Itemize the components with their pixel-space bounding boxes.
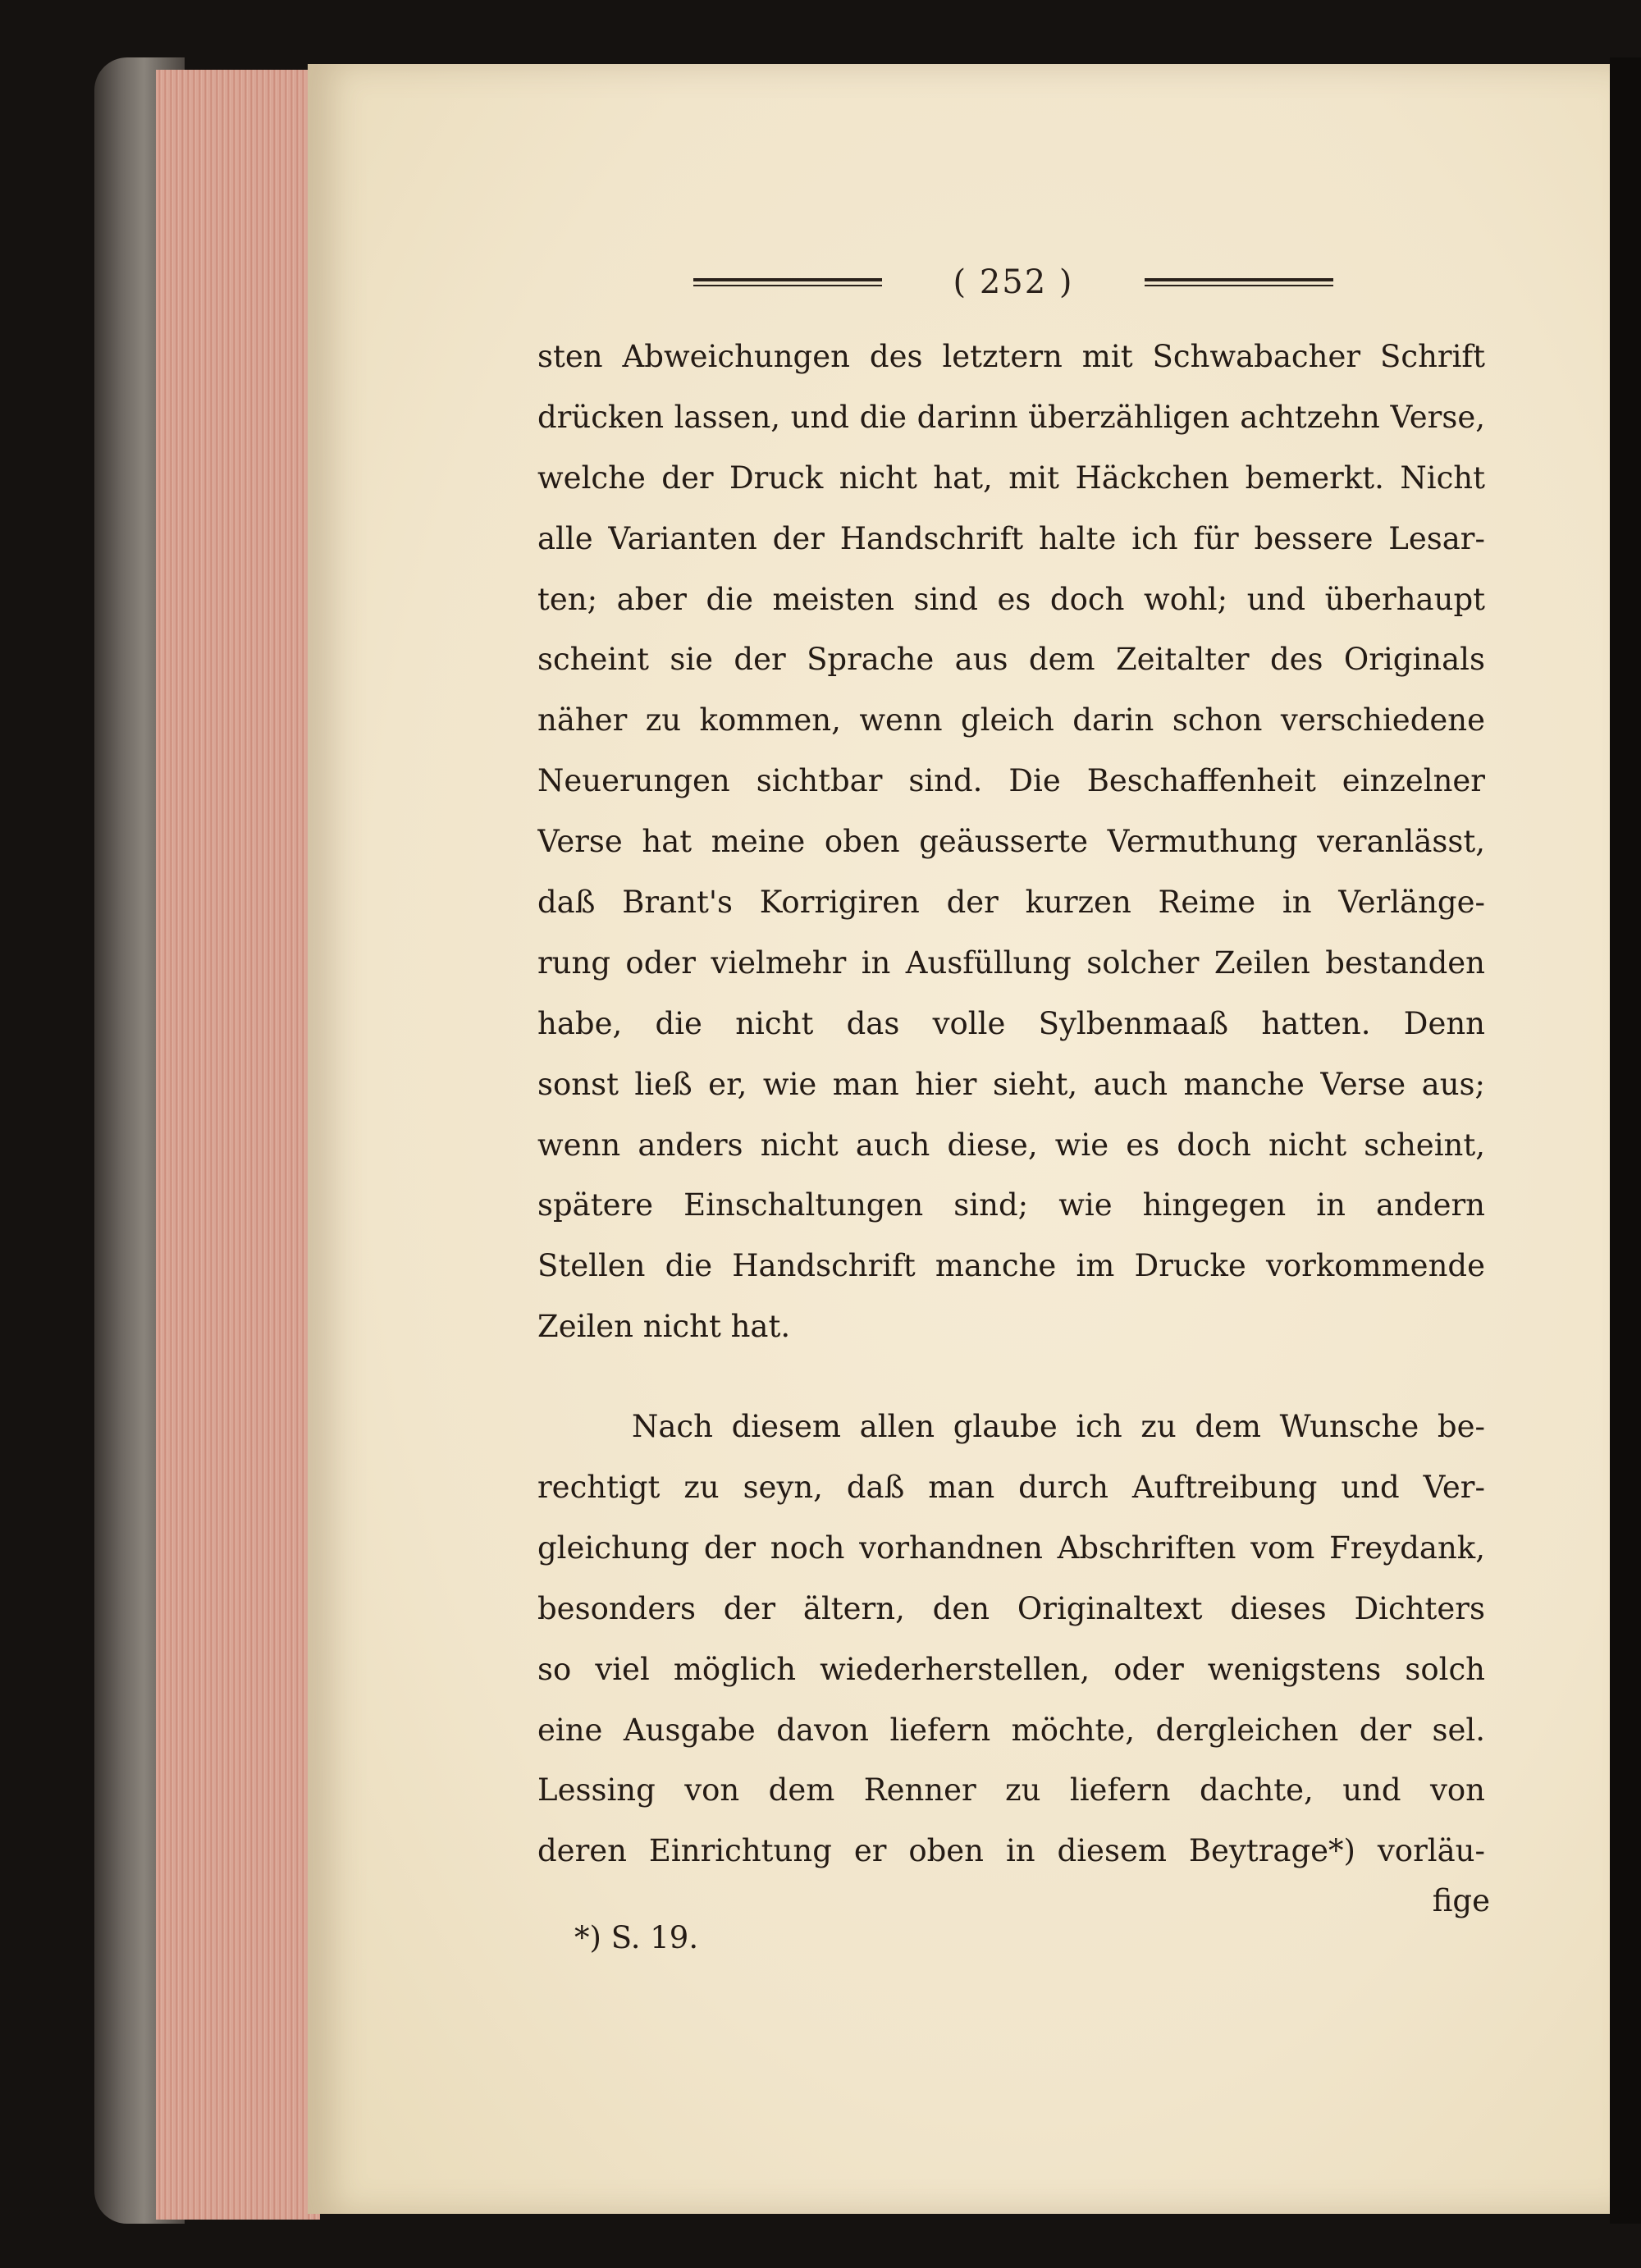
text-line: Lessing von dem Renner zu liefern dachte, und von	[537, 1772, 1485, 1808]
text-line: besonders der ältern, den Originaltext dieses Dichters	[537, 1590, 1485, 1626]
text-line: Neuerungen sichtbar sind. Die Beschaffenheit einzelner	[537, 763, 1485, 799]
text-line: alle Varianten der Handschrift halte ich für bessere Lesar-	[537, 520, 1485, 556]
page-header	[693, 261, 1333, 304]
text-line: sten Abweichungen des letztern mit Schwabacher Schrift	[537, 339, 1485, 374]
header-rule-right	[1145, 278, 1333, 286]
text-line: deren Einrichtung er oben in diesem Beytrage*) vorläu-	[537, 1833, 1485, 1869]
text-line: Stellen die Handschrift manche im Drucke vorkommende	[537, 1248, 1485, 1284]
text-line: näher zu kommen, wenn gleich darin schon verschiedene	[537, 702, 1485, 738]
text-line: Nach diesem allen glaube ich zu dem Wunsche be-	[632, 1409, 1485, 1445]
text-line: spätere Einschaltungen sind; wie hingegen in andern	[537, 1187, 1485, 1223]
catchword: fige	[1432, 1883, 1490, 1918]
page-number: ( 252 )	[953, 263, 1074, 301]
right-dark-edge	[1610, 57, 1641, 2224]
text-line: Verse hat meine oben geäusserte Vermuthung veranlässt,	[537, 824, 1485, 860]
text-line: wenn anders nicht auch diese, wie es doch nicht scheint,	[537, 1127, 1485, 1163]
text-line: drücken lassen, und die darinn überzähligen achtzehn Verse,	[537, 399, 1485, 435]
footnote: *) S. 19.	[574, 1920, 699, 1955]
text-line: habe, die nicht das volle Sylbenmaaß hatten. Denn	[537, 1005, 1485, 1041]
page-stack-edge	[156, 70, 320, 2220]
text-line: ten; aber die meisten sind es doch wohl; und überhaupt	[537, 581, 1485, 617]
text-line: gleichung der noch vorhandnen Abschriften vom Freydank,	[537, 1530, 1485, 1566]
text-line: rung oder vielmehr in Ausfüllung solcher Zeilen bestanden	[537, 944, 1485, 981]
body-text	[537, 327, 1485, 1882]
text-line: welche der Druck nicht hat, mit Häckchen bemerkt. Nicht	[537, 460, 1485, 496]
text-line: scheint sie der Sprache aus dem Zeitalter des Originals	[537, 642, 1485, 678]
text-line: daß Brant's Korrigiren der kurzen Reime in Verlänge-	[537, 885, 1485, 921]
header-rule-left	[693, 278, 882, 286]
text-line: rechtigt zu seyn, daß man durch Auftreibung und Ver-	[537, 1470, 1485, 1506]
text-line: eine Ausgabe davon liefern möchte, dergleichen der sel.	[537, 1712, 1485, 1748]
text-line: so viel möglich wiederherstellen, oder wenigstens solch	[537, 1651, 1485, 1687]
text-line: sonst ließ er, wie man hier sieht, auch manche Verse aus;	[537, 1066, 1485, 1102]
paragraph-gap	[537, 1357, 1485, 1397]
text-line: Zeilen nicht hat.	[537, 1309, 791, 1345]
